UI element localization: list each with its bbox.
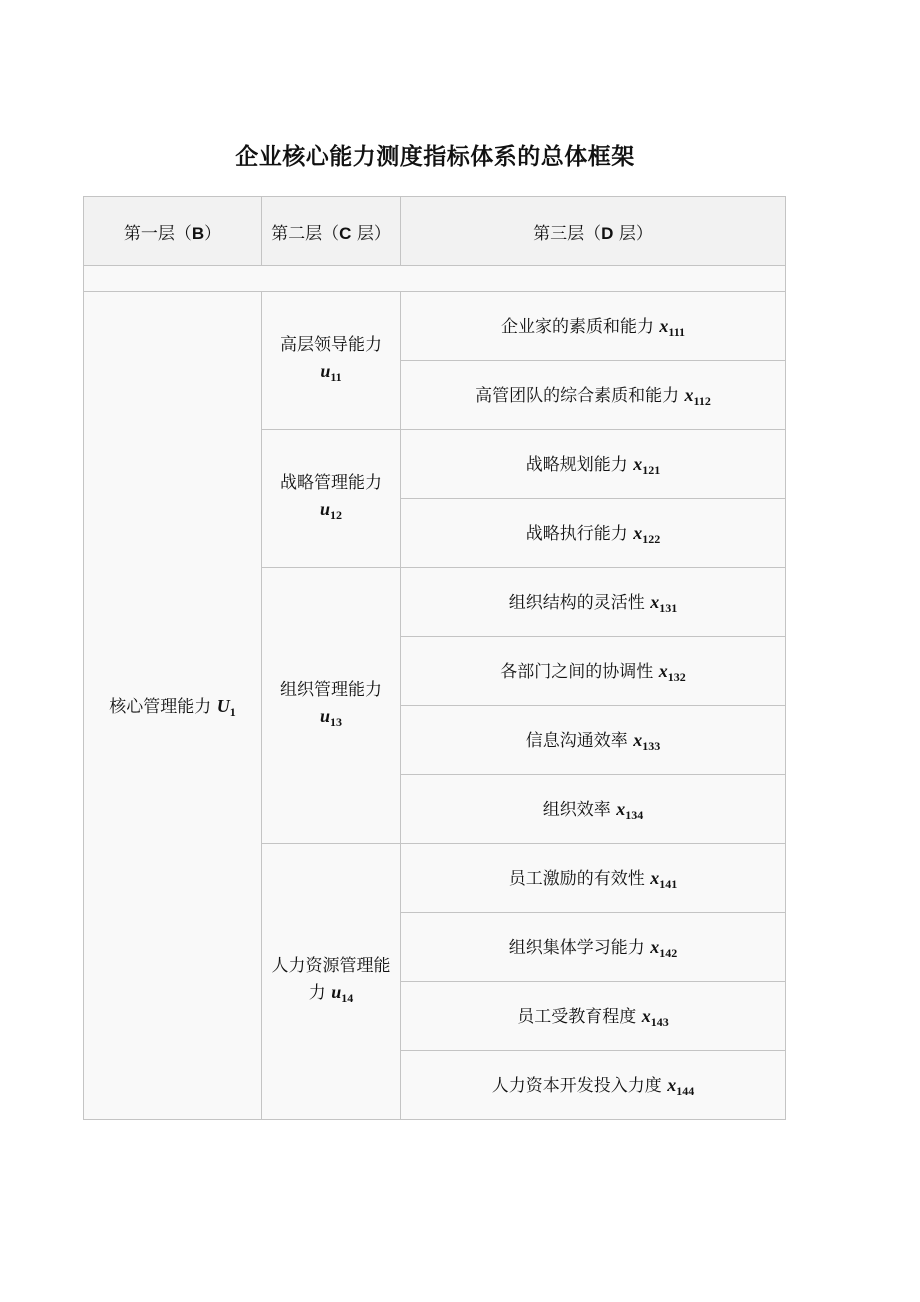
d-var: x (633, 454, 643, 474)
d-label: 组织集体学习能力 (508, 938, 651, 958)
d-sub: 111 (668, 325, 686, 339)
c-label: 组织管理能力 (280, 679, 382, 700)
c-var: u (320, 360, 331, 381)
c-var: u (331, 981, 342, 1002)
header-d-latin: D (601, 223, 614, 243)
d-sub: 142 (659, 946, 678, 960)
d-var: x (633, 523, 643, 543)
d-layer-cell (401, 430, 786, 499)
header-c-post: 层） (351, 223, 391, 244)
d-layer-cell (401, 637, 786, 706)
c-layer-cell (262, 844, 401, 1120)
header-d-layer (401, 197, 786, 266)
d-var: x (667, 1075, 677, 1095)
header-b-post: ） (204, 223, 222, 244)
d-layer-cell (401, 292, 786, 361)
header-d-post: 层） (613, 223, 653, 244)
header-c-latin: C (339, 223, 352, 243)
d-label: 战略执行能力 (525, 524, 634, 544)
d-layer-cell (401, 913, 786, 982)
d-var: x (650, 868, 660, 888)
d-label: 人力资本开发投入力度 (491, 1076, 668, 1096)
c-sub: 11 (330, 369, 342, 384)
spacer-row (84, 266, 786, 292)
c-label: 人力资源管理能力 (271, 955, 391, 1003)
d-var: x (650, 937, 660, 957)
d-sub: 121 (642, 463, 661, 477)
page-title: 企业核心能力测度指标体系的总体框架 (235, 144, 635, 170)
d-var: x (641, 1006, 651, 1026)
header-b-latin: B (191, 223, 205, 243)
c-label: 战略管理能力 (280, 472, 382, 493)
d-label: 战略规划能力 (525, 455, 634, 475)
d-var: x (650, 592, 660, 612)
c-label: 高层领导能力 (280, 334, 382, 355)
d-var: x (658, 661, 668, 681)
d-sub: 112 (693, 394, 711, 408)
d-label: 各部门之间的协调性 (500, 662, 659, 682)
d-label: 员工受教育程度 (517, 1007, 642, 1027)
d-layer-cell (401, 982, 786, 1051)
d-var: x (659, 316, 669, 336)
d-layer-cell (401, 361, 786, 430)
header-d-pre: 第三层（ (533, 223, 602, 244)
d-label: 组织结构的灵活性 (508, 593, 651, 613)
c-var: u (319, 705, 330, 726)
d-layer-cell (401, 499, 786, 568)
d-var: x (616, 799, 626, 819)
b-label: 核心管理能力 (109, 696, 217, 717)
header-b-pre: 第一层（ (123, 223, 192, 244)
header-c-pre: 第二层（ (271, 223, 340, 244)
c-sub: 14 (341, 990, 354, 1005)
header-c-layer (262, 197, 401, 266)
framework-table (83, 196, 786, 1120)
d-layer-cell (401, 1051, 786, 1120)
header-row (84, 197, 786, 266)
d-sub: 133 (642, 739, 661, 753)
c-layer-cell (262, 568, 401, 844)
d-layer-cell (401, 775, 786, 844)
d-sub: 143 (650, 1015, 669, 1029)
d-sub: 122 (642, 532, 661, 546)
header-b-layer (84, 197, 262, 266)
d-layer-cell (401, 706, 786, 775)
c-layer-cell (262, 292, 401, 430)
d-var: x (633, 730, 643, 750)
d-sub: 134 (625, 808, 644, 822)
table-row (84, 292, 786, 361)
c-sub: 13 (330, 714, 342, 729)
b-layer-cell (84, 292, 262, 1120)
b-sub: 1 (229, 704, 236, 719)
d-sub: 144 (676, 1084, 695, 1098)
d-sub: 131 (659, 601, 678, 615)
d-layer-cell (401, 844, 786, 913)
spacer-cell (84, 266, 786, 292)
d-label: 信息沟通效率 (525, 731, 634, 751)
d-var: x (684, 385, 694, 405)
d-label: 组织效率 (542, 800, 617, 820)
d-label: 高管团队的综合素质和能力 (475, 386, 685, 406)
b-var: U (216, 695, 230, 716)
c-sub: 12 (330, 507, 342, 522)
c-var: u (319, 498, 330, 519)
d-label: 员工激励的有效性 (508, 869, 651, 889)
d-label: 企业家的素质和能力 (500, 317, 660, 337)
d-sub: 132 (667, 670, 686, 684)
d-layer-cell (401, 568, 786, 637)
c-layer-cell (262, 430, 401, 568)
d-sub: 141 (659, 877, 678, 891)
